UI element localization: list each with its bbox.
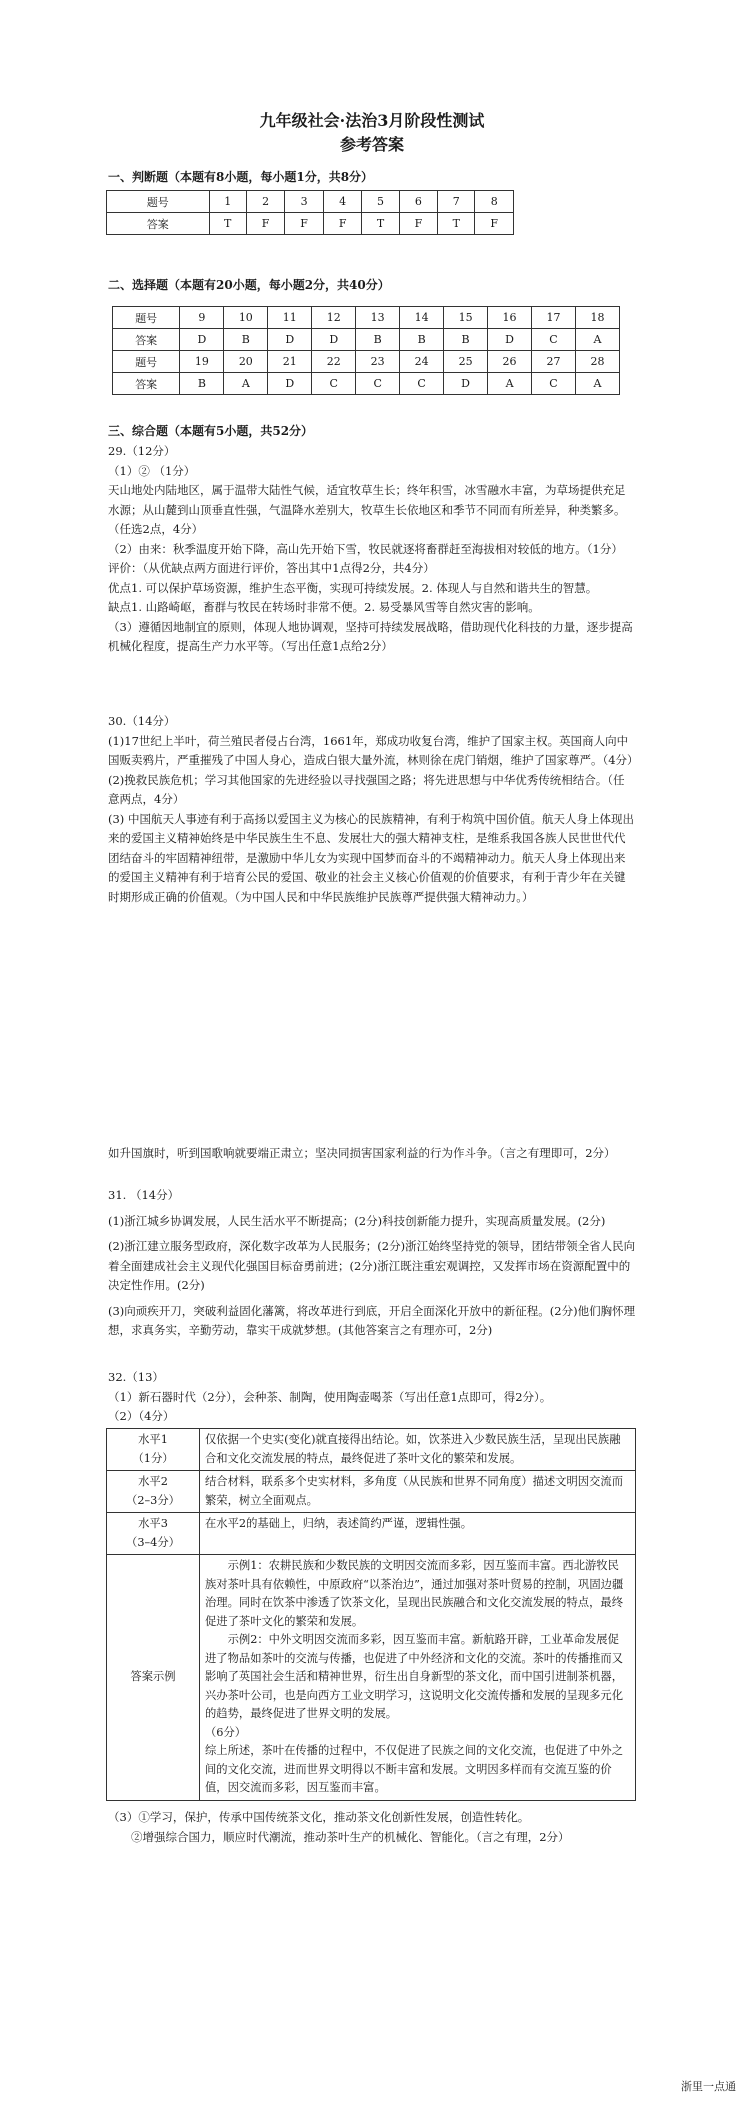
level3-text: 在水平2的基础上，归纳，表述简约严谨，逻辑性强。: [200, 1513, 636, 1555]
question-number-row: [107, 191, 514, 213]
question-number-cell: 26: [488, 351, 532, 373]
q30-title: 30.（14分）: [108, 714, 176, 728]
q31-line2: (2)浙江建立服务型政府，深化数字改革为人民服务；(2分)浙江始终坚持党的领导，团结带领全省人民向着全面建成社会主义现代化强国目标奋勇前进；(2分)浙江既注重宏观调控，又发挥市场在资源配置中的决定性作用。(2分): [108, 1239, 636, 1292]
answer-cell: A: [575, 329, 619, 351]
question-number-cell: 12: [312, 307, 356, 329]
q30-block: [108, 712, 639, 907]
answer-row: [107, 213, 514, 235]
answer-row-label: 答案: [113, 329, 180, 351]
q32-line2: （2）（4分）: [108, 1409, 175, 1423]
answer-cell: D: [488, 329, 532, 351]
question-number-cell: 16: [488, 307, 532, 329]
question-number-cell: 9: [180, 307, 224, 329]
example-row: [107, 1555, 636, 1801]
answer-cell: C: [356, 373, 400, 395]
question-number-cell: 20: [224, 351, 268, 373]
answer-row: [113, 373, 620, 395]
q31-block: [108, 1186, 636, 1341]
answer-cell: B: [180, 373, 224, 395]
question-number-row: [113, 351, 620, 373]
q32-scoring-table: [106, 1428, 636, 1801]
question-number-cell: 10: [224, 307, 268, 329]
q32-intro: [108, 1368, 636, 1427]
level1-row: [107, 1429, 636, 1471]
answer-cell: D: [268, 329, 312, 351]
level2-text: 结合材料，联系多个史实材料，多角度（从民族和世界不同角度）描述文明因交流而繁荣，树立全面观点。: [200, 1471, 636, 1513]
q29-line5: 优点1. 可以保护草场资源，维护生态平衡，实现可持续发展。2. 体现人与自然和谐共生的智慧。: [108, 580, 598, 595]
section3-heading: 三、综合题（本题有5小题，共52分）: [108, 424, 314, 438]
level1-text: 仅依据一个史实(变化)就直接得出结论。如，饮茶进入少数民族生活，呈现出民族融合和文化交流发展的特点，最终促进了茶叶文化的繁荣和发展。: [200, 1429, 636, 1471]
question-number-cell: 11: [268, 307, 312, 329]
question-number-cell: 1: [209, 191, 246, 213]
question-number-cell: 5: [362, 191, 399, 213]
answer-cell: T: [209, 213, 246, 235]
answer-row-label: 答案: [107, 213, 210, 235]
question-number-cell: 21: [268, 351, 312, 373]
q31-title: 31. （14分）: [108, 1188, 180, 1202]
question-number-row: [113, 307, 620, 329]
answer-cell: T: [438, 213, 475, 235]
q30-line2: (2)挽救民族危机；学习其他国家的先进经验以寻找强国之路；将先进思想与中华优秀传统相结合。（任意两点，4分）: [108, 772, 625, 806]
question-number-cell: 28: [575, 351, 619, 373]
q32-title: 32.（13）: [108, 1370, 164, 1384]
level2-label: 水平2 （2–3分）: [107, 1471, 200, 1513]
example-label: 答案示例: [107, 1555, 200, 1801]
answer-cell: C: [312, 373, 356, 395]
q29-line3: （2）由来：秋季温度开始下降，高山先开始下雪，牧民就逐将畜群赶至海拔相对较低的地方。（1分）: [108, 541, 623, 556]
q32-line4: ②增强综合国力，顺应时代潮流，推动茶叶生产的机械化、智能化。（言之有理，2分）: [131, 1829, 570, 1844]
q30-line4: 如升国旗时，听到国歌响就要端正肃立；坚决同损害国家利益的行为作斗争。（言之有理即可，2分）: [108, 1146, 616, 1160]
answer-cell: C: [400, 373, 444, 395]
q32-line1: （1）新石器时代（2分），会种茶、制陶，使用陶壶喝茶（写出任意1点即可，得2分）。: [108, 1389, 552, 1404]
q32-part3: [108, 1808, 636, 1847]
page-subtitle: 参考答案: [339, 135, 404, 154]
question-number-row-label: 题号: [107, 191, 210, 213]
question-number-cell: 17: [532, 307, 576, 329]
question-number-cell: 7: [438, 191, 475, 213]
answer-cell: B: [444, 329, 488, 351]
answer-cell: A: [488, 373, 532, 395]
answer-cell: B: [224, 329, 268, 351]
question-number-cell: 22: [312, 351, 356, 373]
question-number-cell: 6: [399, 191, 438, 213]
level2-row: [107, 1471, 636, 1513]
question-number-cell: 18: [575, 307, 619, 329]
question-number-cell: 27: [532, 351, 576, 373]
question-number-cell: 24: [400, 351, 444, 373]
answer-cell: F: [246, 213, 285, 235]
answer-cell: D: [180, 329, 224, 351]
question-number-cell: 4: [323, 191, 362, 213]
answer-row-label: 答案: [113, 373, 180, 395]
section1-heading: 一、判断题（本题有8小题，每小题1分，共8分）: [108, 170, 374, 184]
q31-line1: (1)浙江城乡协调发展，人民生活水平不断提高；(2分)科技创新能力提升，实现高质量发展。(2分): [108, 1213, 606, 1228]
answer-cell: F: [285, 213, 324, 235]
q29-line6: 缺点1. 山路崎岖，畜群与牧民在转场时非常不便。2. 易受暴风雪等自然灾害的影响。: [108, 600, 540, 614]
answer-cell: C: [532, 329, 576, 351]
answer-cell: B: [356, 329, 400, 351]
level3-label: 水平3 （3–4分）: [107, 1513, 200, 1555]
question-number-cell: 19: [180, 351, 224, 373]
question-number-cell: 14: [400, 307, 444, 329]
level3-row: [107, 1513, 636, 1555]
q29-block: [108, 442, 636, 657]
q29-line4: 评价：（从优缺点两方面进行评价，答出其中1点得2分，共4分）: [108, 561, 435, 575]
q31-line3: (3)向顽疾开刀，突破利益固化藩篱，将改革进行到底，开启全面深化开放中的新征程。(2分)他们胸怀理想，求真务实，辛勤劳动，靠实干成就梦想。(其他答案言之有理亦可，2分): [108, 1303, 636, 1337]
q29-title: 29.（12分）: [108, 444, 176, 458]
answer-cell: A: [575, 373, 619, 395]
choice-answer-table: [112, 306, 620, 395]
question-number-row-label: 题号: [113, 307, 180, 329]
answer-cell: B: [400, 329, 444, 351]
example2: 示例2：中外文明因交流而多彩，因互鉴而丰富。新航路开辟，工业革命发展促进了物品如茶叶的交流与传播，也促进了中外经济和文化的交流。茶叶的传播推而又影响了英国社会生活和精神世界，衍生出自身新型的茶文化，而中国引进制茶机器，兴办茶叶公司，也是向西方工业文明学习，这说明文化交流传播和发展的呈现多元化的趋势，最终促进了世界文明的发展。: [205, 1633, 623, 1720]
question-number-cell: 8: [475, 191, 514, 213]
question-number-cell: 3: [285, 191, 324, 213]
answer-cell: D: [268, 373, 312, 395]
answer-cell: D: [312, 329, 356, 351]
q29-line2: 天山地处内陆地区，属于温带大陆性气候，适宜牧草生长；终年积雪，冰雪融水丰富，为草场提供充足水源；从山麓到山顶垂直性强，气温降水差别大，牧草生长依地区和季节不同而有所差异，种类繁多。（任选2点，4分）: [108, 483, 626, 536]
example-score: （6分）: [205, 1725, 247, 1739]
answer-cell: T: [362, 213, 399, 235]
q32-line3: （3）①学习，保护，传承中国传统茶文化，推动茶文化创新性发展，创造性转化。: [108, 1810, 530, 1824]
question-number-cell: 23: [356, 351, 400, 373]
question-number-row-label: 题号: [113, 351, 180, 373]
answer-cell: A: [224, 373, 268, 395]
judgment-answer-table: [106, 190, 514, 235]
example-summary: 综上所述，茶叶在传播的过程中，不仅促进了民族之间的文化交流，也促进了中外之间的文化交流，进而世界文明得以不断丰富和发展。文明因多样而有交流互鉴的价值，因交流而多彩，因互鉴而丰富。: [205, 1744, 623, 1794]
answer-cell: D: [444, 373, 488, 395]
q30-line3: (3) 中国航天人事迹有利于高扬以爱国主义为核心的民族精神，有利于构筑中国价值。航天人身上体现出来的爱国主义精神始终是中华民族生生不息、发展壮大的强大精神支柱，是维系我国各族人民世世代代团结奋斗的牢固精神纽带，是激励中华儿女为实现中国梦而奋斗的不竭精神动力。航天人身上体现出来的爱国主义精神有利于培育公民的爱国、敬业的社会主义核心价值观的价值要求，有利于青少年在关键时期形成正确的价值观。（为中国人民和中华民族维护民族尊严提供强大精神动力。）: [108, 811, 634, 904]
q29-line1: （1）② （1分）: [108, 463, 196, 478]
question-number-cell: 13: [356, 307, 400, 329]
level1-label: 水平1 （1分）: [107, 1429, 200, 1471]
question-number-cell: 15: [444, 307, 488, 329]
watermark: 浙里一点通: [681, 2080, 736, 2093]
example1: 示例1：农耕民族和少数民族的文明因交流而多彩，因互鉴而丰富。西北游牧民族对茶叶具有依赖性，中原政府“以茶治边”，通过加强对茶叶贸易的控制，巩固边疆治理。同时在饮茶中渗透了饮茶文化，呈现出民族融合和文化交流发展的特点，最终促进了茶叶文化的繁荣和发展。: [205, 1559, 624, 1628]
answer-row: [113, 329, 620, 351]
question-number-cell: 2: [246, 191, 285, 213]
question-number-cell: 25: [444, 351, 488, 373]
answer-cell: C: [532, 373, 576, 395]
example-text: [200, 1555, 636, 1801]
q30-line1: (1)17世纪上半叶，荷兰殖民者侵占台湾，1661年，郑成功收复台湾，维护了国家主权。英国商人向中国贩卖鸦片，严重摧残了中国人身心，造成白银大量外流，林则徐在虎门销烟，维护了国家尊严。（4分）: [108, 733, 639, 767]
answer-cell: F: [399, 213, 438, 235]
q29-line7: （3）遵循因地制宜的原则，体现人地协调观，坚持可持续发展战略，借助现代化科技的力量，逐步提高机械化程度，提高生产力水平等。（写出任意1点给2分）: [108, 619, 633, 653]
answer-cell: F: [475, 213, 514, 235]
section2-heading: 二、选择题（本题有20小题，每小题2分，共40分）: [108, 278, 390, 292]
page-title: 九年级社会·法治3月阶段性测试: [259, 111, 485, 130]
answer-cell: F: [323, 213, 362, 235]
